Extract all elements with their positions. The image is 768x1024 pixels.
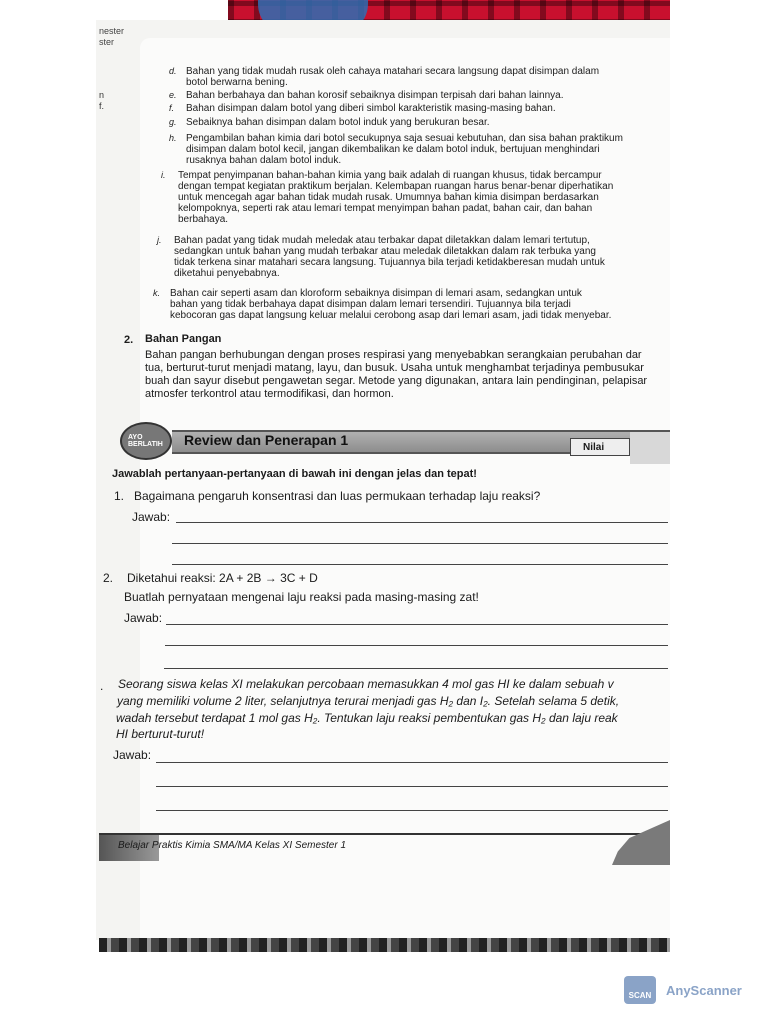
question-text: Diketahui reaksi: 2A + 2B → 3C + D [127, 571, 318, 585]
rule-item-h [169, 133, 623, 166]
rule-letter: j. [157, 235, 162, 245]
rule-letter: i. [161, 170, 166, 180]
question-text: HI berturut-turut! [116, 727, 205, 741]
rule-item-i [161, 170, 614, 225]
rule-line: botol berwarna bening. [186, 77, 288, 88]
rule-line: kebocoran gas dapat langsung keluar melalui cerobong asap dari lemari asam, jadi tidak menyebar. [170, 310, 612, 321]
rule-line: disimpan dalam botol kecil, jangan dikembalikan ke dalam botol induk, bertujuan menghindari [186, 144, 600, 155]
rule-line: Sebaiknya bahan disimpan dalam botol induk yang berukuran besar. [186, 117, 490, 128]
next-page-edge [99, 938, 670, 952]
question-text: wadah tersebut terdapat 1 mol gas H₂. Tentukan laju reaksi pembentukan gas H₂ dan laju reak [116, 711, 618, 725]
section-number: 2. [124, 334, 134, 346]
question-number: . [100, 679, 104, 693]
edge-mark-2: f. [99, 101, 105, 111]
rule-line: kelompoknya, seperti rak atau lemari tempat menyimpan bahan padat, bahan cair, dan bahan [178, 203, 593, 214]
rule-line: Bahan padat yang tidak mudah meledak atau terbakar dapat diletakkan dalam lemari tertutup, [174, 235, 590, 246]
rule-letter: f. [169, 103, 175, 113]
rule-line: diketahui penyebabnya. [174, 268, 280, 279]
section-paragraph-line: buah dan sayur disebut pengawetan segar. Metode yang digunakan, antara lain pendinginan, pelapisar [145, 375, 648, 387]
footer-decoration [612, 820, 670, 865]
review-banner [120, 422, 670, 462]
rule-item-g [169, 117, 490, 128]
banner-title: Review dan Penerapan 1 [184, 432, 349, 448]
question-number: 1. [114, 489, 125, 503]
footer-rule [99, 833, 670, 835]
rule-item-e [169, 90, 564, 101]
answer-line[interactable] [156, 810, 668, 811]
rule-line: Pengambilan bahan kimia dari botol secukupnya saja sesuai kebutuhan, dan sisa bahan praktikum [186, 133, 623, 144]
footer-text: Belajar Praktis Kimia SMA/MA Kelas XI Semester 1 [118, 840, 347, 851]
answer-line[interactable] [164, 668, 668, 669]
rule-item-k [153, 288, 612, 321]
rule-line: bahan yang tidak berbahaya dapat disimpan dalam lemari tersendiri. Tujuannya bila terjadi [170, 299, 571, 310]
question-text: yang memiliki volume 2 liter, selanjutnya terurai menjadi gas H₂ dan I₂. Setelah selama 5 detik, [117, 694, 620, 708]
rule-line: Bahan yang tidak mudah rusak oleh cahaya matahari secara langsung dapat disimpan dalam [186, 66, 600, 77]
ayo-berlatih-logo [120, 422, 172, 460]
nilai-label: Nilai [570, 438, 630, 456]
answer-label: Jawab: [113, 748, 152, 762]
anyscanner-logo-icon: SCAN [624, 976, 656, 1004]
edge-text-1: nester [99, 26, 125, 36]
rule-item-f [169, 103, 556, 114]
rule-line: Bahan berbahaya dan bahan korosif sebaiknya disimpan terpisah dari bahan lainnya. [186, 90, 564, 101]
answer-line[interactable] [176, 522, 668, 523]
rule-line: sedangkan untuk bahan yang mudah terbakar atau meledak diletakkan dalam rak terbuka yang [174, 246, 596, 257]
rule-item-j [157, 235, 605, 279]
rule-letter: d. [169, 66, 177, 76]
question-text: Bagaimana pengaruh konsentrasi dan luas permukaan terhadap laju reaksi? [134, 489, 541, 503]
section-paragraph-line: atmosfer terkontrol atau termodifikasi, dan hormon. [145, 388, 394, 400]
logo-text: AYO BERLATIH [128, 434, 163, 448]
instruction: Jawablah pertanyaan-pertanyaan di bawah ini dengan jelas dan tepat! [112, 468, 477, 480]
rule-letter: h. [169, 133, 177, 143]
rule-line: berbahaya. [178, 214, 229, 225]
rule-line: rusaknya bahan dalam botol induk. [186, 155, 342, 166]
answer-line[interactable] [156, 786, 668, 787]
rule-line: Bahan cair seperti asam dan kloroform sebaiknya disimpan di lemari asam, sedangkan untuk [170, 288, 582, 299]
rule-letter: g. [169, 117, 177, 127]
rule-letter: e. [169, 90, 177, 100]
answer-label: Jawab: [132, 510, 171, 524]
answer-line[interactable] [172, 564, 668, 565]
question-text: Seorang siswa kelas XI melakukan percobaan memasukkan 4 mol gas HI ke dalam sebuah v [118, 677, 614, 691]
rule-line: dengan tempat kegiatan praktikum berjalan. Kelembapan ruangan harus benar-benar diperhatikan [178, 181, 614, 192]
edge-text-2: ster [99, 37, 115, 47]
edge-mark-1: n [99, 90, 105, 100]
rule-line: Bahan disimpan dalam botol yang diberi simbol karakteristik masing-masing bahan. [186, 103, 556, 114]
answer-line[interactable] [166, 624, 668, 625]
nilai-score-area [630, 432, 670, 464]
answer-line[interactable] [172, 543, 668, 544]
section-paragraph-line: tua, berturut-turut menjadi matang, layu, dan busuk. Usaha untuk menghambat terjadinya pembusukar [145, 362, 644, 374]
anyscanner-watermark: AnyScanner [666, 983, 742, 998]
rule-line: untuk mencegah agar bahan tidak mudah rusak. Umumnya bahan kimia disimpan berdasarkan [178, 192, 599, 203]
rule-line: Tempat penyimpanan bahan-bahan kimia yang baik adalah di ruangan khusus, tidak bercampur [178, 170, 602, 181]
question-number: 2. [103, 571, 114, 585]
section-paragraph-line: Bahan pangan berhubungan dengan proses respirasi yang menyebabkan serangkaian perubahan dar [145, 349, 642, 361]
rule-item-d [169, 66, 600, 88]
question-text: Buatlah pernyataan mengenai laju reaksi pada masing-masing zat! [124, 590, 479, 604]
section-title: Bahan Pangan [145, 333, 222, 345]
answer-label: Jawab: [124, 611, 163, 625]
answer-line[interactable] [156, 762, 668, 763]
rule-line: tidak terkena sinar matahari secara langsung. Tujuannya bila terjadi ketidakberesan mudah untuk [174, 257, 605, 268]
rule-letter: k. [153, 288, 161, 298]
answer-line[interactable] [165, 645, 668, 646]
